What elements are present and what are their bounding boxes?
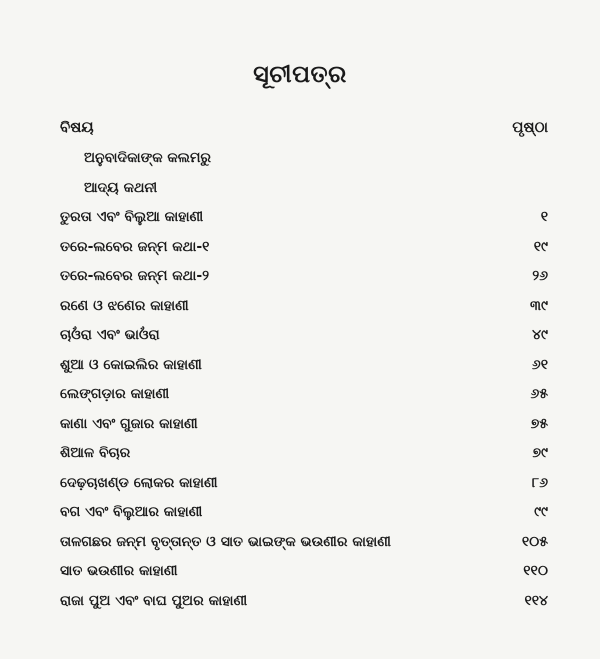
entry-page-number: ୨୬ <box>532 268 548 284</box>
entry-page-number: ୮୬ <box>531 474 548 491</box>
contents-list <box>60 144 548 616</box>
contents-entry <box>60 410 548 440</box>
entry-title: ତାଳଗଛର ଜନ୍ମ ବୃତ୍ତାନ୍ତ ଓ ସାତ ଭାଇଙ୍କ ଭଉଣୀର କାହାଣୀ <box>60 533 391 550</box>
entry-title: ଦେଢ଼ଚାଖଣ୍ଡ ଲୋକର କାହାଣୀ <box>60 474 218 491</box>
entry-page-number: ୭୫ <box>530 415 548 432</box>
contents-entry <box>60 203 548 233</box>
entry-page-number: ୬୧ <box>531 356 548 373</box>
entry-title: ସାତ ଭଉଣୀର କାହାଣୀ <box>60 563 178 579</box>
contents-entry <box>60 144 548 174</box>
page-title: ସୂଚୀପତ୍ର <box>253 60 347 88</box>
entry-title: ଶୁଆ ଓ କୋଇଲିର କାହାଣୀ <box>60 356 202 373</box>
entry-page-number: ୧୦୫ <box>521 533 548 550</box>
entry-title: ଲେଙ୍ଗଡ଼ାର କାହାଣୀ <box>60 386 170 402</box>
contents-entry <box>60 439 548 469</box>
contents-entry <box>60 262 548 292</box>
entry-title: ରାଜା ପୁଅ ଏବଂ ବାଘ ପୁଅର କାହାଣୀ <box>60 592 248 609</box>
entry-title: ତରେ-ଲବେର ଜନ୍ମ କଥା-୨ <box>60 268 210 284</box>
entry-title: କାଣା ଏବଂ ଗୁଜାର କାହାଣୀ <box>60 415 198 432</box>
entry-page-number: ୧୧୪ <box>524 592 548 609</box>
contents-entry <box>60 528 548 558</box>
contents-entry <box>60 380 548 410</box>
entry-page-number: ୧୧୦ <box>523 563 548 579</box>
entry-page-number: ୧୯ <box>533 238 548 255</box>
entry-page-number: ୧ <box>540 209 548 225</box>
entry-title: ତୁରତା ଏବଂ ବିଲୁଆ କାହାଣୀ <box>60 209 204 225</box>
entry-title: ଚାଓଁରା ଏବଂ ଭାଓଁରା <box>60 327 160 343</box>
entry-page-number: ୩୯ <box>530 297 548 314</box>
entry-page-number: ୪୯ <box>532 327 548 343</box>
entry-title: ଆଦ୍ୟ କଥନୀ <box>84 179 158 196</box>
contents-entry <box>60 321 548 351</box>
entry-page-number: ୭୯ <box>532 445 548 461</box>
entry-title: ଅନୁବାଦିକାଙ୍କ କଲମରୁ <box>84 150 212 166</box>
contents-entry <box>60 233 548 263</box>
entry-title: ବଗ ଏବଂ ବିଲୁଆର କାହାଣୀ <box>60 504 203 520</box>
page-heading: ପୃଷ୍ଠା <box>512 118 548 136</box>
entry-page-number: ୬୫ <box>530 386 548 402</box>
contents-entry <box>60 469 548 499</box>
contents-entry <box>60 557 548 587</box>
subject-heading: ବିଷୟ <box>60 118 94 136</box>
contents-entry <box>60 498 548 528</box>
contents-entry <box>60 174 548 204</box>
entry-title: ଶିଆଳ ବିଚାର <box>60 445 131 461</box>
contents-entry <box>60 587 548 617</box>
entry-title: ରଣେ ଓ ଝଣେର କାହାଣୀ <box>60 297 189 314</box>
entry-page-number: ୯୯ <box>534 504 548 520</box>
entry-title: ତରେ-ଲବେର ଜନ୍ମ କଥା-୧ <box>60 238 210 255</box>
contents-entry <box>60 292 548 322</box>
contents-entry <box>60 351 548 381</box>
